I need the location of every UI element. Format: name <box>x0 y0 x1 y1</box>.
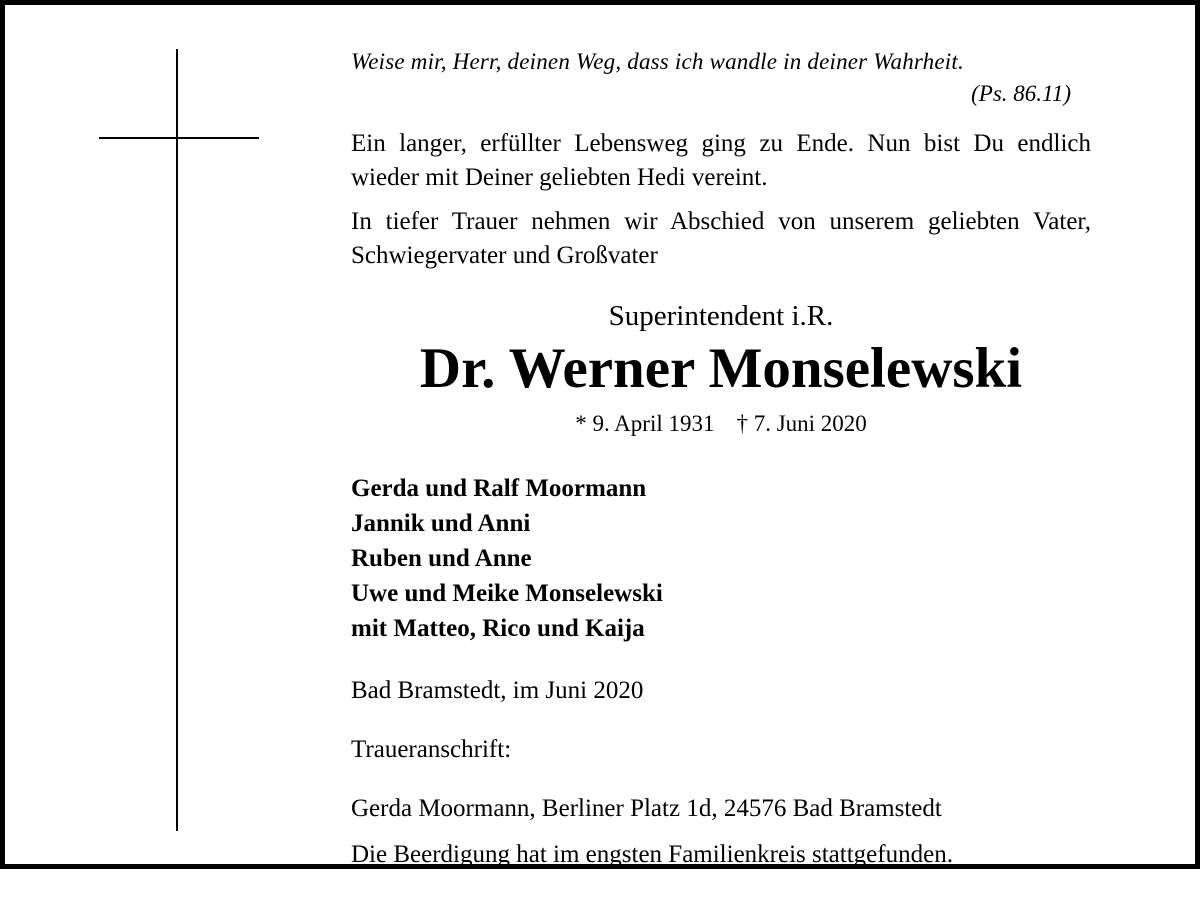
cross-icon <box>99 49 259 831</box>
birth-date: * 9. April 1931 <box>575 411 715 436</box>
deceased-title: Superintendent i.R. <box>608 300 834 332</box>
mourner-entry: Gerda und Ralf Moormann <box>351 475 647 502</box>
place-and-date: Bad Bramstedt, im Juni 2020 <box>351 677 644 704</box>
mourner-entry: Ruben und Anne <box>351 545 532 572</box>
bible-verse-reference: (Ps. 86.11) <box>971 81 1071 106</box>
death-date: † 7. Juni 2020 <box>736 411 867 436</box>
address-label: Traueranschrift: <box>351 736 512 763</box>
life-dates <box>351 409 1091 439</box>
bible-verse: Weise mir, Herr, deinen Weg, dass ich wandle in deiner Wahrheit. <box>351 49 964 74</box>
mourner-entry: mit Matteo, Rico und Kaija <box>351 615 645 642</box>
cross-horizontal-bar <box>99 137 259 139</box>
mourner-entry: Uwe und Meike Monselewski <box>351 580 663 607</box>
cross-vertical-bar <box>176 49 178 831</box>
notice-content <box>351 45 1091 897</box>
funeral-note: Die Beerdigung hat im engsten Familienkreis stattgefunden. <box>351 841 953 868</box>
mourners-list <box>351 471 1091 646</box>
mourning-address: Gerda Moormann, Berliner Platz 1d, 24576 Bad Bramstedt <box>351 795 942 822</box>
mourner-entry: Jannik und Anni <box>351 510 531 537</box>
intro-paragraph-1: Ein langer, erfüllter Lebensweg ging zu Ende. Nun bist Du endlich wieder mit Deiner geliebten Hedi vereint. <box>351 130 1091 191</box>
deceased-name: Dr. Werner Monselewski <box>419 337 1023 400</box>
intro-paragraph-2: In tiefer Trauer nehmen wir Abschied von unserem geliebten Vater, Schwiegervater und Großvater <box>351 208 1091 269</box>
